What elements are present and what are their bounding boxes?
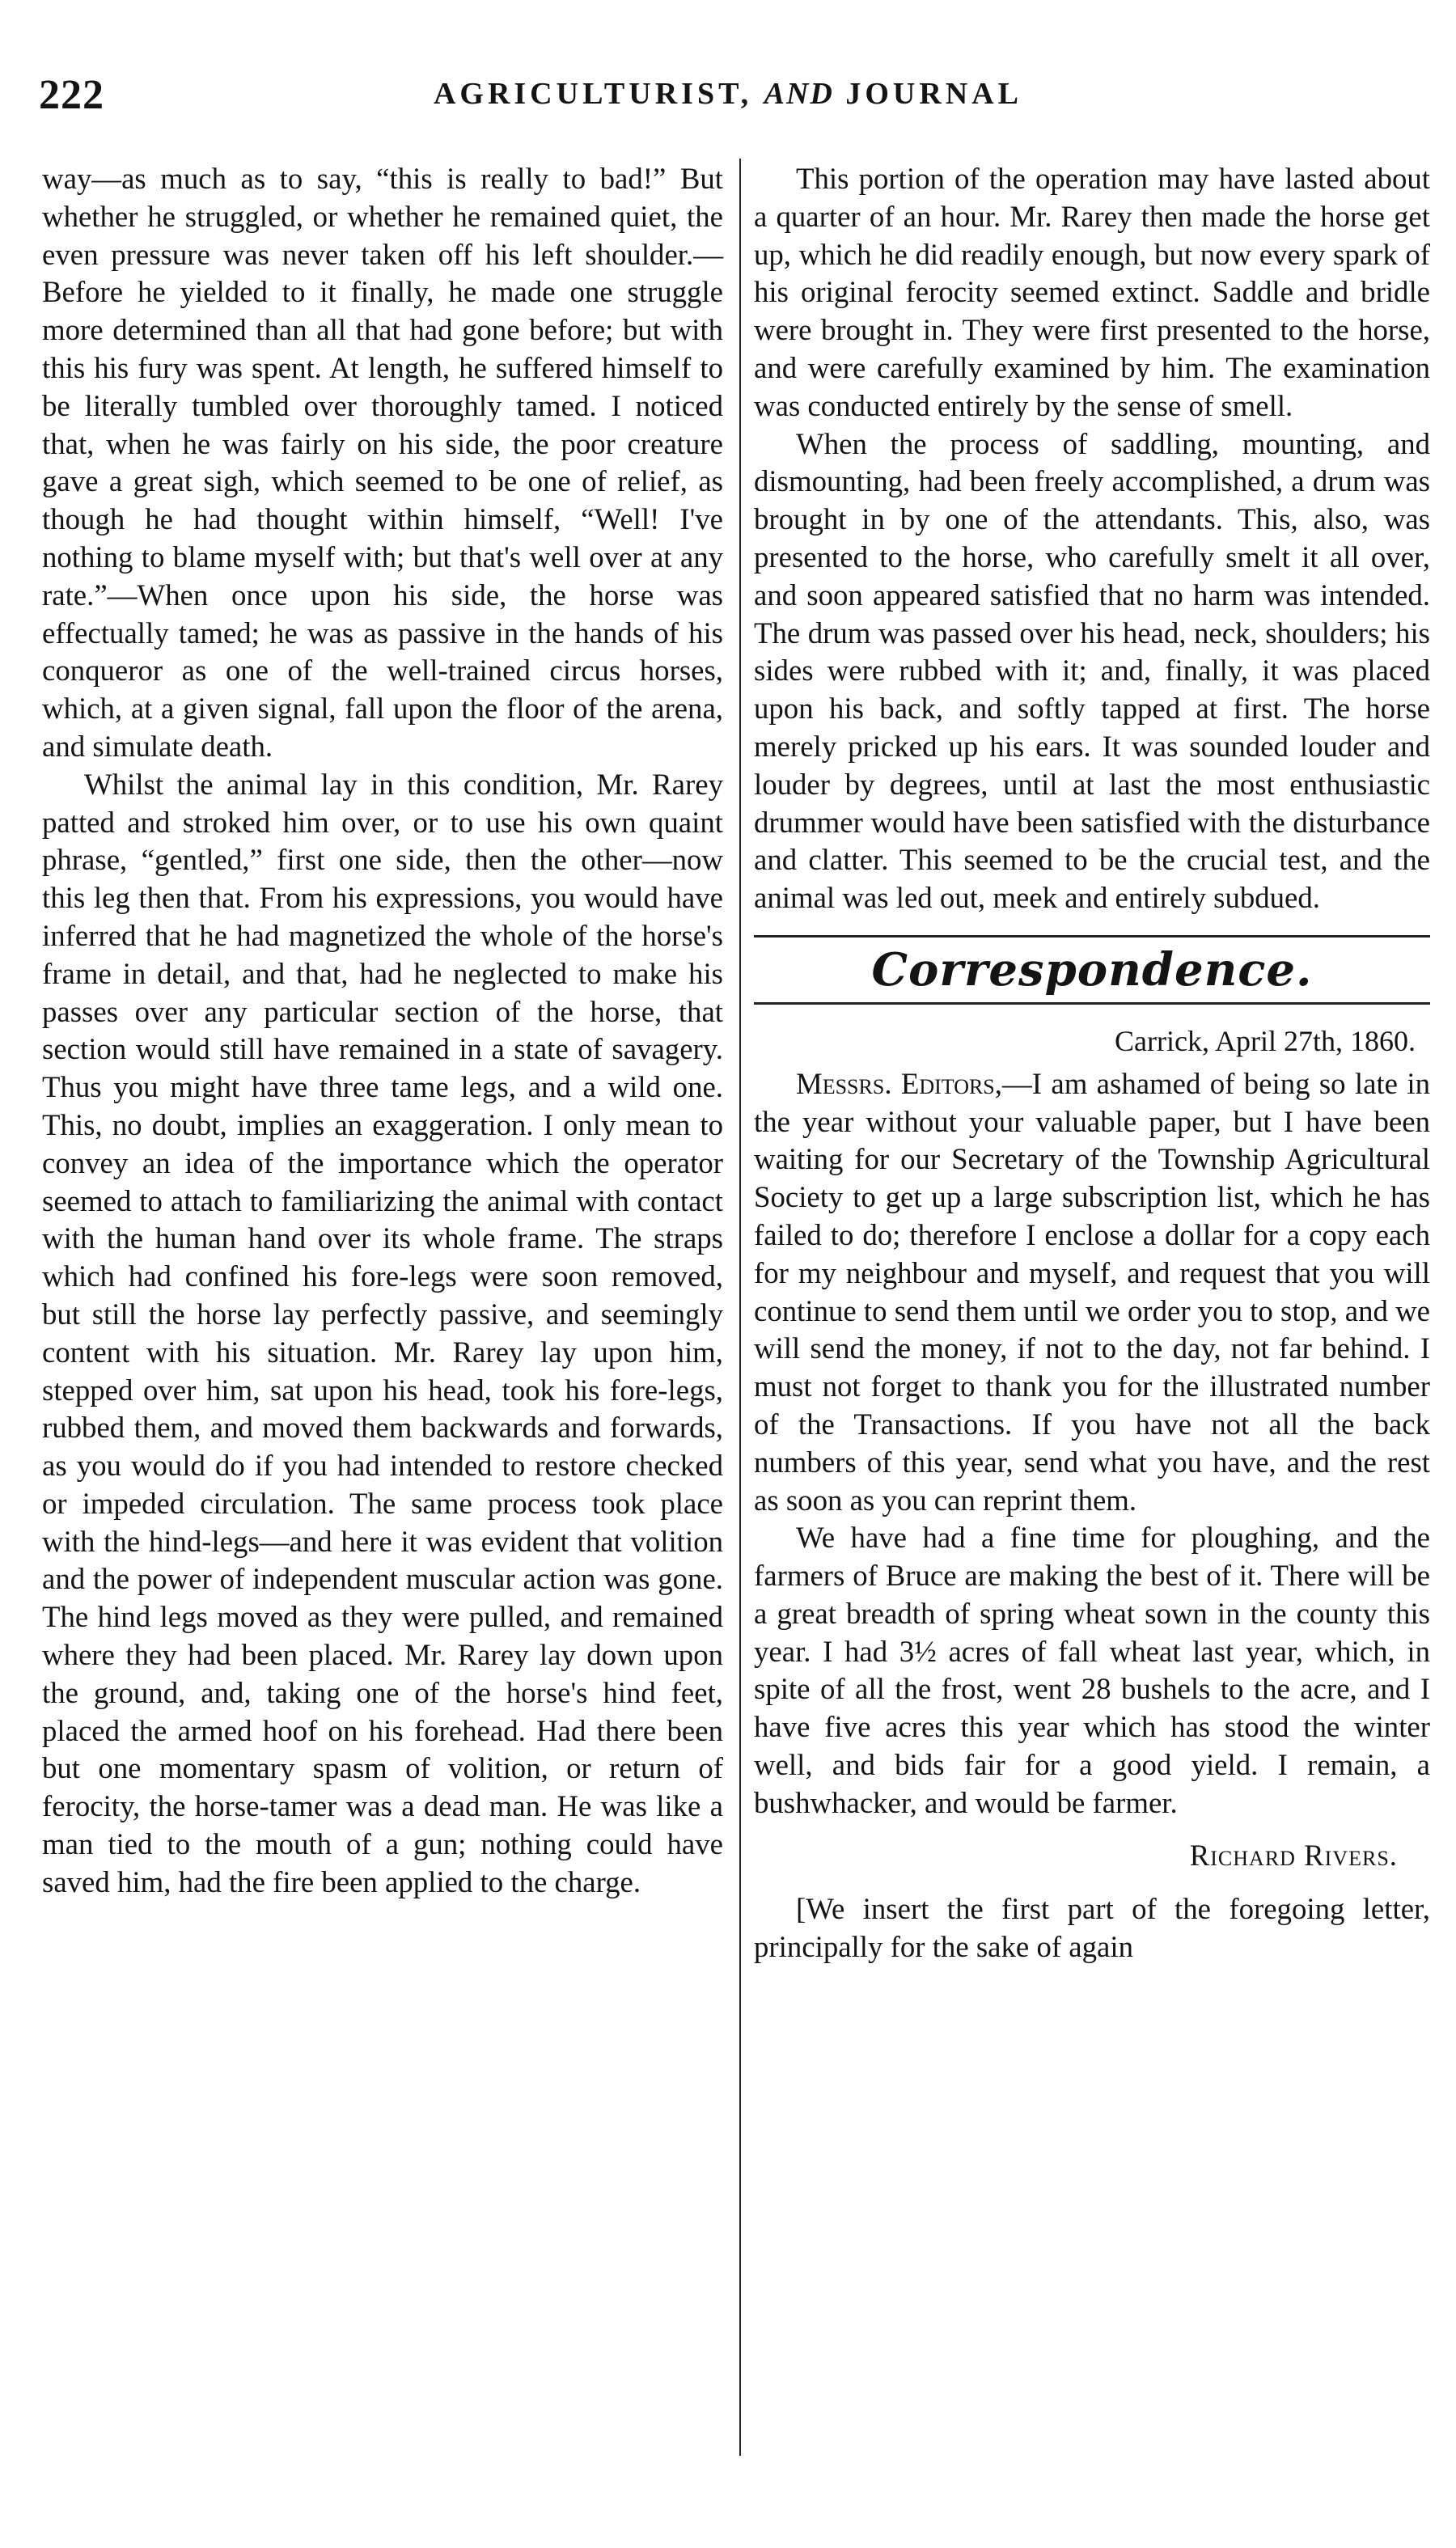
running-head (0, 76, 1456, 112)
page-header (0, 71, 1456, 128)
letter-signature: Richard Rivers. (1189, 1838, 1398, 1872)
editor-note: [We insert the first part of the foregoing letter, principally for the sake of again (754, 1892, 1430, 1964)
running-head-and: AND (764, 77, 834, 111)
right-column (754, 160, 1430, 1966)
left-paragraph-2: Whilst the animal lay in this condition, Mr. Rarey patted and stroked him over, or to use his own quaint phrase, “gentled,” first one side, then the other—now this leg then that. From his expressions, you would have inferred that he had magnetized the whole of the horse's frame in detail, and that, had he neglected to make his passes over any particular section of the horse, that section would still have remained in a state of savagery. Thus you might have three tame legs, and a wild one. This, no doubt, implies an exaggeration. I only mean to convey an idea of the importance which the operator seemed to attach to familiarizing the animal with contact with the human hand over its whole frame. The straps which had confined his fore-legs were soon removed, but still the horse lay perfectly passive, and seemingly content with his situation. Mr. Rarey lay upon him, stepped over him, sat upon his head, took his fore-legs, rubbed them, and moved them backwards and forwards, as you would do if you had intended to restore checked or impeded circulation. The same process took place with the hind-legs—and here it was evident that volition and the power of independent muscular action was gone. The hind legs moved as they were pulled, and remained where they had been placed. Mr. Rarey lay down upon the ground, and, taking one of the horse's hind feet, placed the armed hoof on his forehead. Had there been but one momentary spasm of volition, or return of ferocity, the horse-tamer was a dead man. He was like a man tied to the mouth of a gun; nothing could have saved him, had the fire been applied to the charge. (42, 767, 723, 1898)
column-divider (739, 159, 741, 2456)
left-column (42, 160, 723, 1902)
letter-paragraph-2: We have had a fine time for ploughing, and the farmers of Bruce are making the best of it. There will be a great breadth of spring wheat sown in the county this year. I had 3½ acres of fall wheat last year, which, in spite of all the frost, went 28 bushels to the acre, and I have five acres this year which has stood the winter well, and bids fair for a good yield. I remain, a bushwhacker, and would be farmer. (754, 1521, 1430, 1819)
letter-paragraph-1 (754, 1065, 1430, 1520)
right-paragraph-1: This portion of the operation may have lasted about a quarter of an hour. Mr. Rarey then made the horse get up, which he did readily enough, but now every spark of his original ferocity seemed extinct. Saddle and bridle were brought in. They were first presented to the horse, and were carefully examined by him. The examination was conducted entirely by the sense of smell. (754, 162, 1430, 422)
left-paragraph-1: way—as much as to say, “this is really to bad!” But whether he struggled, or whether he remained quiet, the even pressure was never taken off his left shoulder.—Before he yielded to it finally, he made one struggle more determined than all that had gone before; but with this his fury was spent. At length, he suffered himself to be literally tumbled over thoroughly tamed. I noticed that, when he was fairly on his side, the poor creature gave a great sigh, which seemed to be one of relief, as though he had thought within himself, “Well! I've nothing to blame myself with; but that's well over at any rate.”—When once upon his side, the horse was effectually tamed; he was as passive in the hands of his conqueror as one of the well-trained circus horses, which, at a given signal, fall upon the floor of the arena, and simulate death. (42, 162, 723, 763)
letter-body-1: —I am ashamed of being so late in the year without your valuable paper, but I have been waiting for our Secretary of the Township Agricultural Society to get up a large subscription list, which he has failed to do; therefore I enclose a dollar for a copy each for my neighbour and myself, and request that you will continue to send them until we order you to stop, and we will send the money, if not to the day, not far behind. I must not forget to thank you for the illustrated number of the Transactions. If you have not all the back numbers of this year, send what you have, and the rest as soon as you can reprint them. (754, 1066, 1430, 1517)
letter-salutation: Messrs. Editors, (796, 1066, 1002, 1100)
running-head-part1: AGRICULTURIST, (433, 77, 753, 111)
section-rule-bottom (754, 1002, 1430, 1005)
section-title: Correspondence. (871, 942, 1313, 997)
right-paragraph-2: When the process of saddling, mounting, and dismounting, had been freely accomplished, a drum was brought in by one of the attendants. This, also, was presented to the horse, who carefully smelt it all over, and soon appeared satisfied that no harm was intended. The drum was passed over his head, neck, shoulders; his sides were rubbed with it; and, finally, it was placed upon his back, and softly tapped at first. The horse merely pricked up his ears. It was sounded louder and louder by degrees, until at last the most enthusiastic drummer would have been satisfied with the disturbance and clatter. This seemed to be the crucial test, and the animal was led out, meek and entirely subdued. (754, 426, 1430, 915)
running-head-part2: JOURNAL (845, 77, 1023, 111)
letter-dateline: Carrick, April 27th, 1860. (1115, 1024, 1416, 1057)
page-number: 222 (39, 72, 104, 118)
